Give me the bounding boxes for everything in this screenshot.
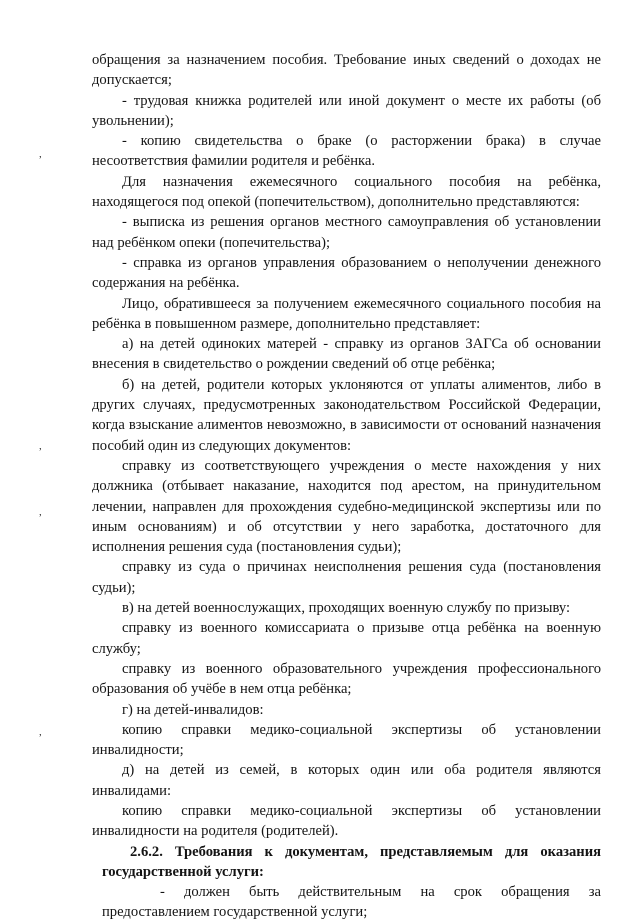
section-heading: 2.6.2. Требования к документам, представляемым для оказания государственной услуги: xyxy=(102,843,601,880)
list-item-validity: - должен быть действительным на срок обращения за предоставлением государственной услуги; xyxy=(102,884,601,921)
paragraph-increased-allowance: Лицо, обратившееся за получением ежемесячного социального пособия на ребёнка в повышенном размере, дополнительно представляет: xyxy=(92,295,601,332)
paragraph-continuation: обращения за назначением пособия. Требование иных сведений о доходах не допускается; xyxy=(92,52,601,89)
margin-mark: , xyxy=(39,506,42,518)
list-item-parent-disability-certificate: копию справки медико-социальной экспертизы об установлении инвалидности на родителя (родителей). xyxy=(92,802,601,840)
list-item-work-book: - трудовая книжка родителей или иной документ о месте их работы (об увольнении); xyxy=(92,92,601,129)
margin-mark: , xyxy=(39,440,42,452)
list-item-commissariat-certificate: справку из военного комиссариата о призыве отца ребёнка на военную службу; xyxy=(92,620,601,657)
list-item-disability-certificate: копию справки медико-социальной экспертизы об установлении инвалидности; xyxy=(92,721,601,759)
margin-mark: , xyxy=(39,148,42,160)
list-item-military-school-certificate: справку из военного образовательного учреждения профессионального образования об учёбе в нем отца ребёнка; xyxy=(92,660,601,698)
margin-mark: , xyxy=(39,726,42,738)
list-item-single-mothers: а) на детей одиноких матерей - справку из органов ЗАГСа об основании внесения в свидетельство о рождении сведений об отце ребёнка; xyxy=(92,336,601,373)
list-item-military: в) на детей военнослужащих, проходящих военную службу по призыву: xyxy=(122,600,571,617)
list-item-marriage-certificate: - копию свидетельства о браке (о расторжении брака) в случае несоответствия фамилии родителя и ребёнка. xyxy=(92,133,601,170)
document-body xyxy=(92,50,601,923)
list-item-disabled-parents: д) на детей из семей, в которых один или оба родителя являются инвалидами: xyxy=(92,762,601,799)
list-item-disabled-children: г) на детей-инвалидов: xyxy=(122,701,264,718)
list-item-guardianship-decision: - выписка из решения органов местного самоуправления об установлении над ребёнком опеки (попечительства); xyxy=(92,214,601,251)
list-item-court-certificate: справку из суда о причинах неисполнения решения суда (постановления судьи); xyxy=(92,559,601,596)
paragraph-guardianship: Для назначения ежемесячного социального пособия на ребёнка, находящегося под опекой (попечительством), дополнительно представляются: xyxy=(92,173,601,211)
list-item-alimony: б) на детей, родители которых уклоняются от уплаты алиментов, либо в других случаях, предусмотренных законодательством Российской Федерации, когда взыскание алиментов невозможно, в зависимости от оснований назначения пособий один из следующих документов: xyxy=(92,376,601,454)
list-item-debtor-location: справку из соответствующего учреждения о месте нахождения у них должника (отбывает наказание, находится под арестом, на принудительном лечении, направлен для прохождения судебно-медицинской экспертизы или по иным основаниям) и об отсутствии у него заработка, достаточного для исполнения решения суда (постановления судьи); xyxy=(92,457,601,556)
list-item-education-certificate: - справка из органов управления образованием о неполучении денежного содержания на ребёнка. xyxy=(92,254,601,292)
